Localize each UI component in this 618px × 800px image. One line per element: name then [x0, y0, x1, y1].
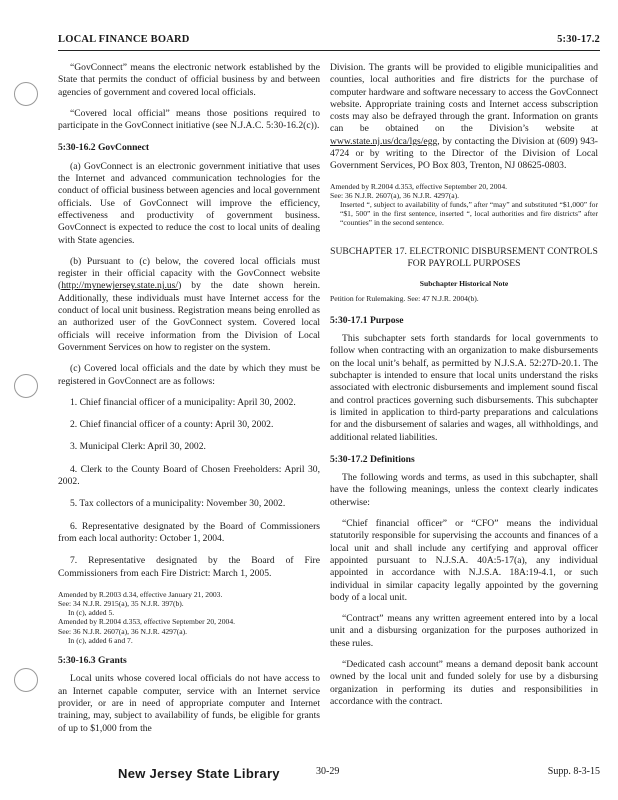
page-header — [58, 34, 600, 50]
text-run: , by contacting the Division at (609) 943-4724 or by writing to the Director of the Division of Local Government Services, PO Box 803, Trenton, NJ 08625-0803. — [330, 135, 598, 172]
amendment-notes — [330, 182, 598, 228]
list-item: 5. Tax collectors of a municipality: November 30, 2002. — [70, 498, 286, 510]
list-item: 6. Representative designated by the Board of Commissioners from each local authority: October 1, 2004. — [58, 520, 320, 544]
left-column — [58, 62, 320, 744]
note-line: Amended by R.2003 d.34, effective January 21, 2003. — [58, 589, 223, 599]
page-number: 30-29 — [316, 766, 340, 777]
text-run: Division. The grants will be provided to eligible municipalities and counties, local authorities and fire districts for the purchase of computer hardware and software necessary to access the GovConnect website. Appropriate training costs and Internet access subscription costs may also be defrayed through the grant. Information on grants can be obtained on the Division’s website at — [330, 62, 598, 135]
note-line: See: 34 N.J.R. 2915(a), 35 N.J.R. 397(b). — [58, 599, 184, 608]
paragraph: “Covered local official” means those positions required to participate in the GovConnect initiative (see N.J.A.C. 5:30-16.2(c)). — [58, 107, 320, 132]
official-list — [58, 397, 320, 580]
section-number: 5:30-17.2 — [557, 34, 600, 45]
punch-hole — [14, 374, 38, 398]
note-line: In (c), added 6 and 7. — [68, 635, 133, 645]
section-heading: 5:30-16.2 GovConnect — [58, 142, 150, 154]
paragraph: (c) Covered local officials and the date by which they must be registered in GovConnect are as follows: — [58, 363, 320, 387]
section-heading: 5:30-17.1 Purpose — [330, 314, 404, 326]
list-item: 4. Clerk to the County Board of Chosen Freeholders: April 30, 2002. — [58, 463, 320, 488]
supplement-date: Supp. 8-3-15 — [547, 766, 600, 777]
division-website-link[interactable]: www.state.nj.us/dca/lgs/egg — [330, 135, 438, 147]
paragraph — [58, 256, 320, 354]
header-rule — [58, 50, 600, 51]
paragraph: The following words and terms, as used in this subchapter, shall have the following meanings, unless the context clearly indicates otherwise: — [330, 472, 598, 508]
note-line: In (c), added 5. — [68, 608, 115, 618]
page-footer — [58, 766, 600, 786]
paragraph: (a) GovConnect is an electronic government initiative that uses the Internet and advanced communication technologies for the conduct of official business between agencies and local government officials. Use of GovConnect will improve the efficiency, effectiveness and productivity of government business. GovConnect is expected to reduce the cost to local units of dealing with State agencies. — [58, 160, 320, 246]
paragraph: Local units whose covered local officials do not have access to an Internet capable computer, service with an Internet service provider, or are in need of appropriate computer and Internet training, may, subject to availability of funds, be eligible for grants of up to $1,000 from the — [58, 673, 320, 734]
section-heading: 5:30-17.2 Definitions — [330, 453, 415, 465]
right-column — [330, 62, 598, 717]
historical-note-title: Subchapter Historical Note — [419, 279, 509, 289]
text-run: ) by the date shown herein. Additionally, these individuals must have Internet access for the conduct of local unit business. Registration means being enrolled as an authorized user of the GovConnect system. Covered local officials will receive information from the Division of Local Government Services on how to register on the system. — [58, 280, 320, 353]
section-heading: 5:30-16.3 Grants — [58, 655, 127, 667]
paragraph: “Chief financial officer” or “CFO” means the individual statutorily responsible for supervising the accounts and finances of a local unit and shall include any certifying and approval officer appointed pursuant to N.J.S.A. 40A:5-17(a), any individual appointed in accordance with N.J.S.A. 18A:19-4.1, or such individual in similar capacity legally appointed by the governing body of a local unit. — [330, 518, 598, 603]
running-head: LOCAL FINANCE BOARD — [58, 34, 190, 45]
paragraph: This subchapter sets forth standards for local governments to follow when contracting with an organization to make disbursements on the local unit’s behalf, as permitted by N.J.S.A. 52:27D-20.1. The subchapter is intended to ensure that local units understand the risks associated with electronic disbursements and implement sound fiscal and control practices governing such disbursements. This subchapter is limited in application to third-party preparations and calculations for and the disbursement of salaries and wages, all withholdings, and additional related liabilities. — [330, 333, 598, 443]
note-line: See: 36 N.J.R. 2607(a), 36 N.J.R. 4297(a). — [58, 626, 188, 636]
note-line: See: 36 N.J.R. 2607(a), 36 N.J.R. 4297(a). — [330, 190, 460, 200]
petition-note: Petition for Rulemaking. See: 47 N.J.R. 2004(b). — [330, 293, 479, 303]
paragraph: “Dedicated cash account” means a demand deposit bank account owned by the local unit and funded solely for use by a disbursing organization in performing its duties and responsibilities in accordance with the contract. — [330, 659, 598, 707]
paragraph — [330, 62, 598, 173]
note-line: Inserted “, subject to availability of funds,” after “may” and substituted “$1,000” for “$1, 500” in the first sentence, inserted “, local authorities and fire districts” after “counties” in the second sentence. — [340, 200, 598, 228]
paragraph: “Contract” means any written agreement entered into by a local unit and a disbursing organization for the purposes authorized in these rules. — [330, 613, 598, 649]
library-stamp: New Jersey State Library — [118, 766, 280, 781]
punch-hole — [14, 82, 38, 106]
subchapter-title: SUBCHAPTER 17. ELECTRONIC DISBURSEMENT CONTROLS FOR PAYROLL PURPOSES — [330, 245, 598, 269]
list-item: 1. Chief financial officer of a municipality: April 30, 2002. — [70, 396, 296, 408]
amendment-notes — [58, 590, 320, 645]
govconnect-link[interactable]: http://mynewjersey.state.nj.us/ — [61, 280, 179, 292]
note-line: Amended by R.2004 d.353, effective September 20, 2004. — [330, 181, 508, 191]
list-item: 3. Municipal Clerk: April 30, 2002. — [70, 441, 206, 453]
paragraph: “GovConnect” means the electronic network established by the State that permits the conduct of official business by and between agencies of government and covered local officials. — [58, 62, 320, 98]
note-line: Amended by R.2004 d.353, effective September 20, 2004. — [58, 617, 236, 627]
punch-hole — [14, 668, 38, 692]
list-item: 2. Chief financial officer of a county: April 30, 2002. — [70, 419, 274, 431]
text-run: (b) Pursuant to (c) below, the covered local officials must register in their official capacity with the GovConnect website ( — [58, 255, 320, 292]
list-item: 7. Representative designated by the Board of Fire Commissioners from each Fire District: March 1, 2005. — [58, 555, 320, 579]
